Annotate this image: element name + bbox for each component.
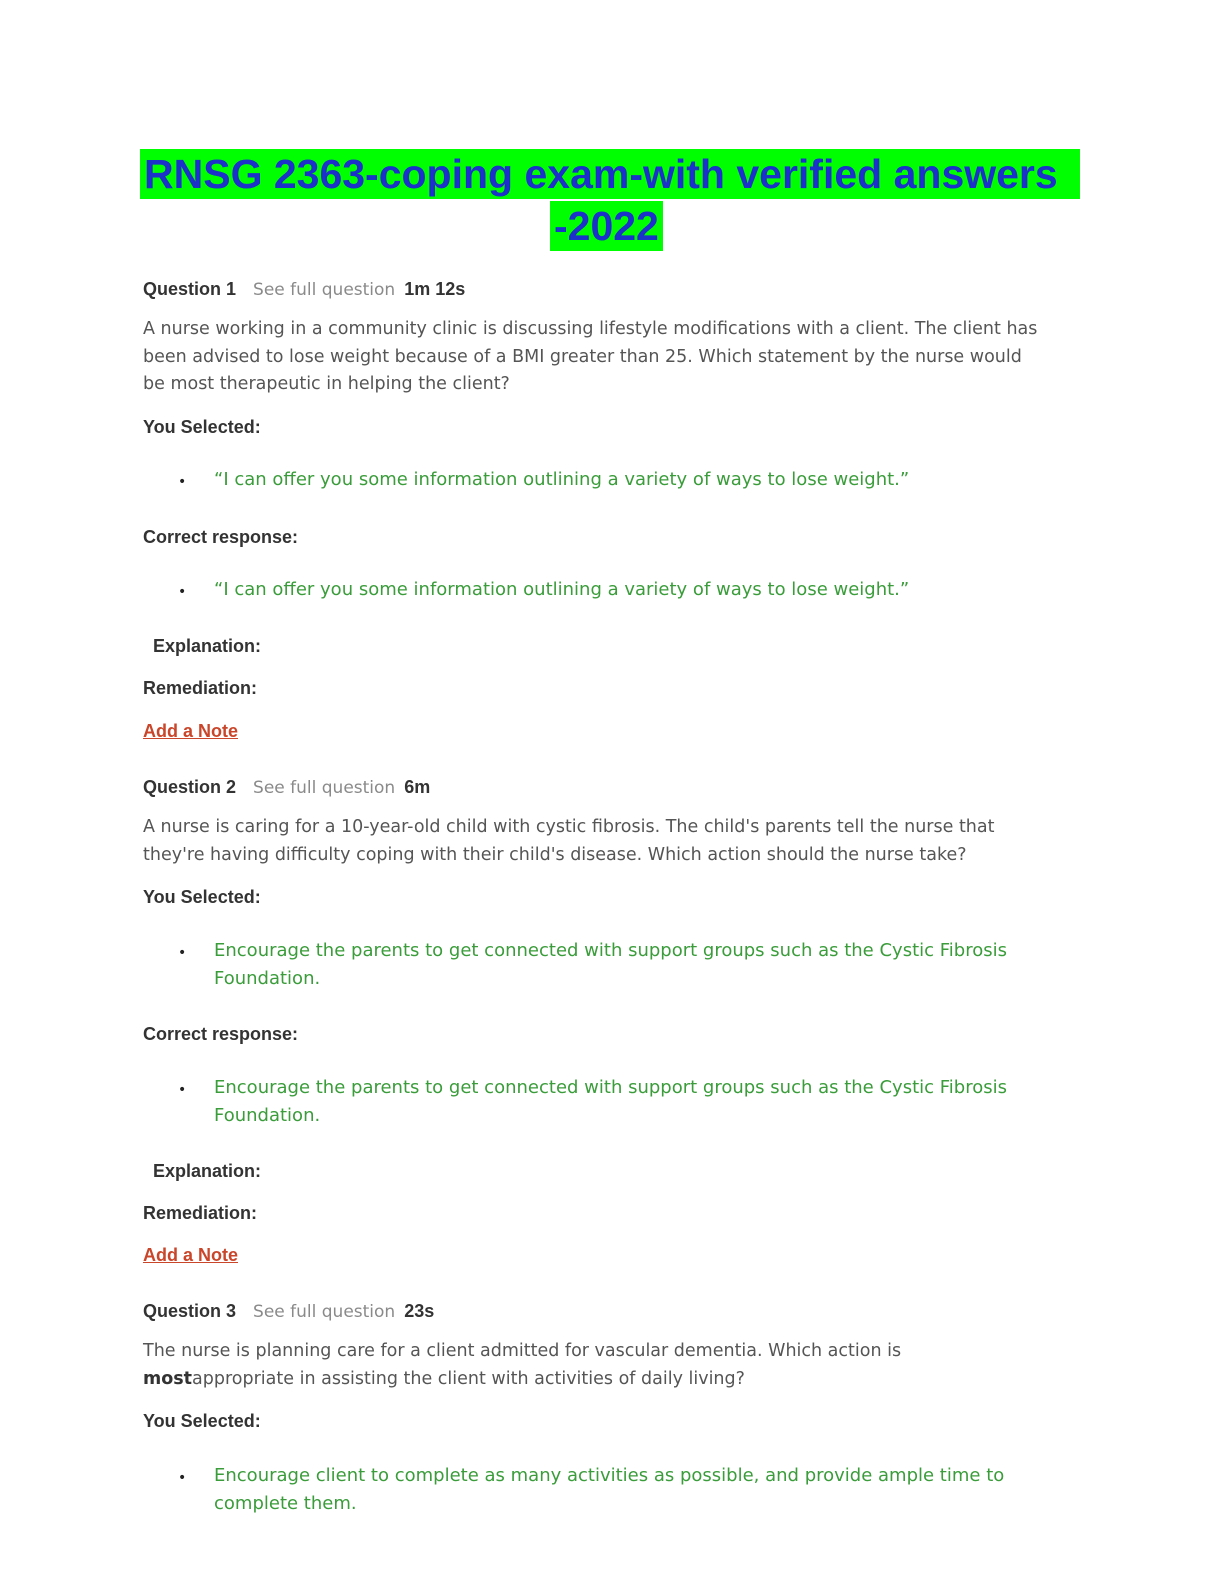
you-selected-label: You Selected: [143,1411,261,1431]
question-2-correct-answer: Encourage the parents to get connected with support groups such as the Cystic Fibrosis Foundation. [214,1077,1008,1126]
bullet-icon: • [178,945,187,961]
question-3-label: Question 3 [143,1301,237,1321]
correct-response-label: Correct response: [143,1024,299,1044]
you-selected-label: You Selected: [143,887,261,907]
question-1-header [143,278,465,301]
explanation-label: Explanation: [153,1161,262,1181]
question-3-text-end: appropriate in assisting the client with activities of daily living? [192,1368,745,1389]
question-3-text-start: The nurse is planning care for a client admitted for vascular dementia. Which action is [143,1341,902,1361]
question-3-text [143,1338,923,1393]
question-1-text: A nurse working in a community clinic is discussing lifestyle modifications with a client. The client has been advised to lose weight because of a BMI greater than 25. Which statement by the nurse would be most therapeutic in helping the client? [143,319,1038,394]
add-note-link[interactable]: Add a Note [143,721,239,741]
question-1-correct-answer: “I can offer you some information outlining a variety of ways to lose weight.” [214,579,910,600]
question-2-time: 6m [404,777,431,797]
bullet-icon: • [178,1470,187,1486]
remediation-label: Remediation: [143,678,258,698]
document-title-line-2: -2022 [550,201,663,251]
question-2-label: Question 2 [143,777,237,797]
remediation-label: Remediation: [143,1203,258,1223]
document-title-line-1: RNSG 2363-coping exam-with verified answers [140,149,1080,199]
question-3-header [143,1300,434,1323]
question-2-text: A nurse is caring for a 10-year-old child with cystic fibrosis. The child's parents tell the nurse that they're having difficulty coping with their child's disease. Which action should the nurse take? [143,817,995,865]
see-full-question-link[interactable]: See full question [253,280,396,300]
you-selected-label: You Selected: [143,417,261,437]
question-2-header [143,776,430,799]
bullet-icon: • [178,474,187,490]
bullet-icon: • [178,584,187,600]
question-1-time: 1m 12s [404,279,466,299]
question-1-selected-answer: “I can offer you some information outlining a variety of ways to lose weight.” [214,469,910,490]
question-3-text-emphasis: most [143,1368,193,1389]
question-3-selected-answer: Encourage client to complete as many activities as possible, and provide ample time to complete them. [214,1465,1005,1514]
see-full-question-link[interactable]: See full question [253,778,396,798]
question-3-time: 23s [404,1301,435,1321]
bullet-icon: • [178,1082,187,1098]
add-note-link[interactable]: Add a Note [143,1245,239,1265]
see-full-question-link[interactable]: See full question [253,1302,396,1322]
question-1-label: Question 1 [143,279,237,299]
correct-response-label: Correct response: [143,527,299,547]
explanation-label: Explanation: [153,636,262,656]
question-2-selected-answer: Encourage the parents to get connected with support groups such as the Cystic Fibrosis Foundation. [214,940,1008,989]
